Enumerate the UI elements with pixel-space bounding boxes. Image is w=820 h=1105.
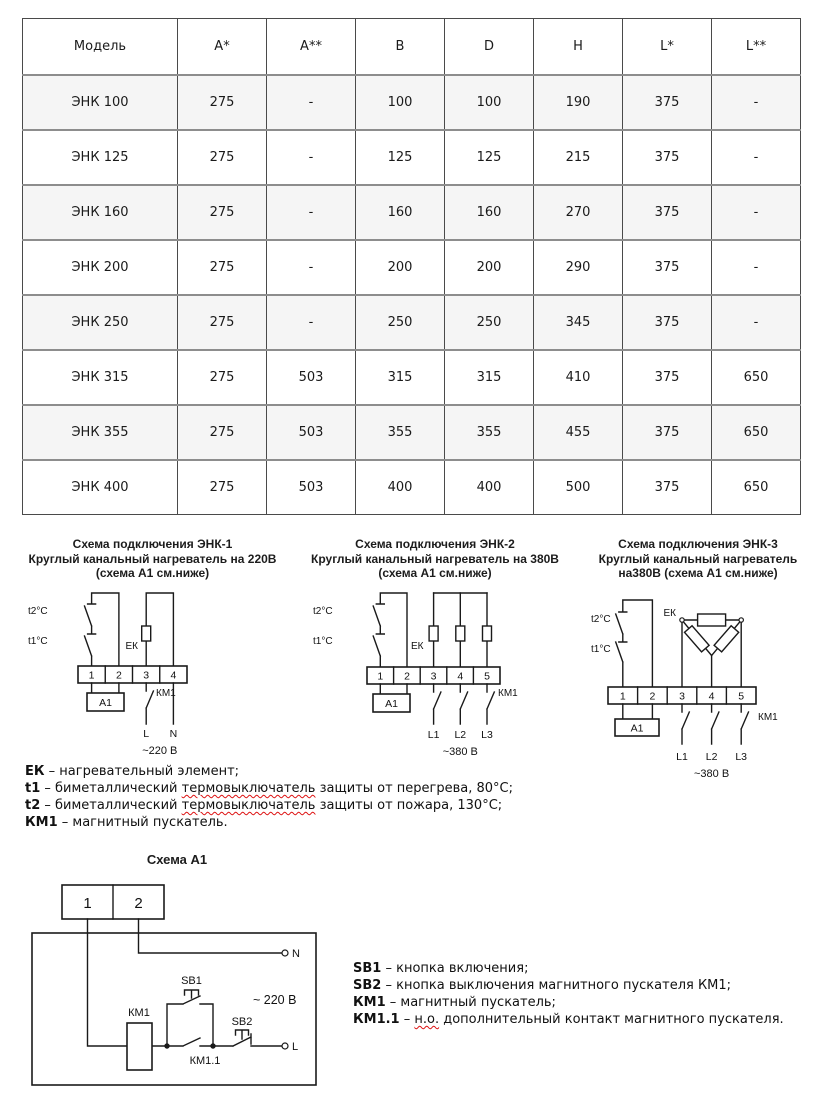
thermal-loop <box>85 593 119 666</box>
value-cell: - <box>712 240 801 295</box>
legend-item-km1: КМ1 – магнитный пускатель. <box>25 815 228 830</box>
terminal-2: 2 <box>115 669 122 682</box>
voltage-label: ~380 В <box>442 746 478 758</box>
header-a2: A** <box>267 19 356 76</box>
legend-item-km1: КМ1 – магнитный пускатель; <box>353 995 556 1010</box>
terminal-block <box>78 666 187 683</box>
diagram1-title-line1: Схема подключения ЭНК-1 <box>72 537 233 551</box>
spec-table-body <box>23 75 801 515</box>
value-cell: 375 <box>623 185 712 240</box>
header-d: D <box>445 19 534 76</box>
line-l2-label: L2 <box>705 751 718 763</box>
heater-element-icon <box>698 614 726 626</box>
value-cell: 503 <box>267 350 356 405</box>
diagram2-title <box>300 537 570 581</box>
header-l1: L* <box>623 19 712 76</box>
table-header-row <box>23 19 801 76</box>
legend-item-sb1: SB1 – кнопка включения; <box>353 961 529 976</box>
line-l2-label: L2 <box>454 729 467 741</box>
km1-label: КМ1 <box>498 688 518 699</box>
junction-dot <box>210 1043 215 1048</box>
t2-label: t2°C <box>28 606 48 617</box>
header-b: B <box>356 19 445 76</box>
value-cell: 200 <box>445 240 534 295</box>
value-cell: 650 <box>712 405 801 460</box>
value-cell: 650 <box>712 350 801 405</box>
value-cell: 503 <box>267 460 356 515</box>
diagram3-title-line3: на380В (схема А1 см.ниже) <box>618 566 778 580</box>
heater-element-icon <box>483 626 492 641</box>
terminal-1: 1 <box>83 895 92 912</box>
value-cell: 315 <box>445 350 534 405</box>
km1-label: КМ1 <box>758 712 778 723</box>
diagram2-title-line2: Круглый канальный нагреватель на 380В <box>311 551 559 566</box>
diagram3-title-line2: Круглый канальный нагреватель <box>598 551 798 566</box>
value-cell: 400 <box>356 460 445 515</box>
a1-label: А1 <box>99 697 112 709</box>
model-cell: ЭНК 315 <box>23 350 178 405</box>
schema-a1-legend <box>353 960 813 1028</box>
value-cell: - <box>712 130 801 185</box>
value-cell: 270 <box>534 185 623 240</box>
dimensions-table <box>22 18 801 515</box>
l-label: L <box>292 1041 299 1053</box>
line-l3-label: L3 <box>481 729 493 741</box>
model-cell: ЭНК 355 <box>23 405 178 460</box>
model-cell: ЭНК 125 <box>23 130 178 185</box>
heater-delta <box>680 614 744 687</box>
value-cell: 375 <box>623 350 712 405</box>
a1-module <box>373 684 410 712</box>
value-cell: 355 <box>356 405 445 460</box>
value-cell: 200 <box>356 240 445 295</box>
legend-term: SB1 <box>353 961 382 976</box>
thermal-loop <box>616 600 653 687</box>
ek-label: ЕК <box>125 641 138 652</box>
terminal-3: 3 <box>143 669 150 682</box>
km11-label: КМ1.1 <box>189 1055 221 1067</box>
junction-dot <box>164 1043 169 1048</box>
value-cell: 100 <box>356 75 445 130</box>
model-cell: ЭНК 160 <box>23 185 178 240</box>
value-cell: 500 <box>534 460 623 515</box>
table-row <box>23 75 801 130</box>
value-cell: - <box>267 185 356 240</box>
line-n-label: N <box>169 728 178 740</box>
wiring-diagram-enk1 <box>20 584 280 762</box>
diagram1-title <box>10 537 295 581</box>
terminal-3: 3 <box>679 690 685 703</box>
value-cell: 275 <box>178 350 267 405</box>
t2-label: t2°C <box>313 606 333 617</box>
value-cell: 375 <box>623 240 712 295</box>
table-row <box>23 405 801 460</box>
value-cell: 275 <box>178 130 267 185</box>
line-l1-label: L1 <box>676 751 688 763</box>
model-cell: ЭНК 400 <box>23 460 178 515</box>
value-cell: 250 <box>445 295 534 350</box>
terminal-4: 4 <box>708 690 715 703</box>
value-cell: 275 <box>178 405 267 460</box>
heater-branches <box>429 593 491 667</box>
terminal-2: 2 <box>404 670 410 683</box>
legend-term: t1 <box>25 781 41 796</box>
terminal-2: 2 <box>649 690 656 703</box>
value-cell: 275 <box>178 75 267 130</box>
heater-element-icon <box>684 626 709 652</box>
value-cell: - <box>712 185 801 240</box>
legend-item-t2: t2 – биметаллический термовыключатель защиты от пожара, 130°С; <box>25 798 503 813</box>
n-terminal-icon <box>282 950 288 956</box>
schema-a1-diagram <box>25 878 325 1092</box>
line-l1-label: L1 <box>427 729 440 741</box>
terminal-2: 2 <box>134 895 143 912</box>
table-row <box>23 295 801 350</box>
value-cell: 125 <box>445 130 534 185</box>
diagram1-title-line3: (схема А1 см.ниже) <box>95 566 210 580</box>
heater-element-icon <box>429 626 438 641</box>
terminal-block <box>608 687 756 704</box>
legend-term: SB2 <box>353 978 382 993</box>
heater-element-icon <box>456 626 465 641</box>
legend-term: КМ1 <box>25 815 58 830</box>
value-cell: 355 <box>445 405 534 460</box>
value-cell: 455 <box>534 405 623 460</box>
n-label: N <box>292 948 300 960</box>
terminal-5: 5 <box>484 670 490 683</box>
value-cell: 125 <box>356 130 445 185</box>
diagram3-title-line1: Схема подключения ЭНК-3 <box>618 537 778 551</box>
diagram-legend <box>25 763 525 831</box>
value-cell: 400 <box>445 460 534 515</box>
value-cell: 650 <box>712 460 801 515</box>
legend-term: КМ1 <box>353 995 386 1010</box>
legend-item-ek: ЕК – нагревательный элемент; <box>25 764 240 779</box>
value-cell: - <box>267 130 356 185</box>
table-row <box>23 460 801 515</box>
value-cell: 375 <box>623 130 712 185</box>
value-cell: 275 <box>178 460 267 515</box>
terminal-3: 3 <box>430 670 437 683</box>
value-cell: 345 <box>534 295 623 350</box>
header-h: H <box>534 19 623 76</box>
enclosure-box <box>32 933 316 1085</box>
value-cell: - <box>267 75 356 130</box>
heater-element-icon <box>714 626 739 652</box>
value-cell: - <box>267 240 356 295</box>
table-row <box>23 130 801 185</box>
value-cell: 503 <box>267 405 356 460</box>
terminal-block <box>367 667 500 684</box>
table-header <box>23 19 801 76</box>
terminal-5: 5 <box>738 690 745 703</box>
legend-term: КМ1.1 <box>353 1012 400 1027</box>
a1-module <box>87 683 124 711</box>
voltage-label: ~380 В <box>694 768 730 780</box>
value-cell: 275 <box>178 295 267 350</box>
km1-label: КМ1 <box>156 688 176 699</box>
a1-label: А1 <box>385 698 398 710</box>
model-cell: ЭНК 250 <box>23 295 178 350</box>
value-cell: 275 <box>178 240 267 295</box>
legend-term: t2 <box>25 798 41 813</box>
value-cell: 290 <box>534 240 623 295</box>
terminal-block <box>62 885 164 919</box>
l-terminal-icon <box>282 1043 288 1049</box>
value-cell: 375 <box>623 295 712 350</box>
model-cell: ЭНК 200 <box>23 240 178 295</box>
km1-label: КМ1 <box>128 1007 150 1019</box>
t2-label: t2°C <box>591 614 611 625</box>
header-model: Модель <box>23 19 178 76</box>
t1-label: t1°C <box>28 636 48 647</box>
diagram1-title-line2: Круглый канальный нагреватель на 220В <box>28 551 277 566</box>
sb2-label: SB2 <box>231 1016 253 1028</box>
t1-label: t1°C <box>591 644 611 655</box>
value-cell: 160 <box>445 185 534 240</box>
model-cell: ЭНК 100 <box>23 75 178 130</box>
value-cell: 100 <box>445 75 534 130</box>
wiring-diagram-enk2 <box>305 584 565 776</box>
terminal-1: 1 <box>377 670 384 683</box>
value-cell: 375 <box>623 460 712 515</box>
terminal-4: 4 <box>170 669 177 682</box>
thermal-loop <box>373 593 407 667</box>
value-cell: 190 <box>534 75 623 130</box>
a1-label: А1 <box>630 722 644 735</box>
terminal-1: 1 <box>88 669 95 682</box>
a1-module <box>615 704 659 736</box>
value-cell: - <box>712 75 801 130</box>
heater-loop <box>142 593 174 666</box>
ek-label: ЕК <box>411 641 424 652</box>
diagram2-title-line3: (схема А1 см.ниже) <box>378 566 492 580</box>
legend-term: ЕК <box>25 764 45 779</box>
schema-a1-title: Схема А1 <box>146 852 208 867</box>
t1-label: t1°C <box>313 636 333 647</box>
km1-contacts <box>682 704 749 744</box>
voltage-label: ~220 В <box>142 745 178 757</box>
header-a1: A* <box>178 19 267 76</box>
line-l3-label: L3 <box>735 751 748 763</box>
value-cell: 315 <box>356 350 445 405</box>
terminal-4: 4 <box>457 670 464 683</box>
line-l-label: L <box>143 728 150 740</box>
legend-item-km11: КМ1.1 – н.о. дополнительный контакт магнитного пускателя. <box>353 1012 784 1027</box>
value-cell: - <box>267 295 356 350</box>
ek-label: ЕК <box>663 608 676 619</box>
value-cell: 375 <box>623 405 712 460</box>
legend-item-t1: t1 – биметаллический термовыключатель защиты от перегрева, 80°С; <box>25 781 513 796</box>
value-cell: 160 <box>356 185 445 240</box>
diagram2-title-line1: Схема подключения ЭНК-2 <box>355 537 515 551</box>
value-cell: 250 <box>356 295 445 350</box>
value-cell: 275 <box>178 185 267 240</box>
table-row <box>23 185 801 240</box>
table-row <box>23 240 801 295</box>
wiring-diagram-enk3 <box>585 584 820 794</box>
heater-element-icon <box>142 626 151 641</box>
km1-coil <box>127 1023 152 1070</box>
diagram3-title <box>578 537 818 581</box>
table-row <box>23 350 801 405</box>
value-cell: - <box>712 295 801 350</box>
voltage-label: ~ 220 В <box>253 993 297 1007</box>
legend-item-sb2: SB2 – кнопка выключения магнитного пускателя КМ1; <box>353 978 732 993</box>
sb1-label: SB1 <box>181 975 202 987</box>
value-cell: 410 <box>534 350 623 405</box>
header-l2: L** <box>712 19 801 76</box>
km1-contacts <box>434 684 495 724</box>
terminal-1: 1 <box>619 690 626 703</box>
value-cell: 215 <box>534 130 623 185</box>
value-cell: 375 <box>623 75 712 130</box>
